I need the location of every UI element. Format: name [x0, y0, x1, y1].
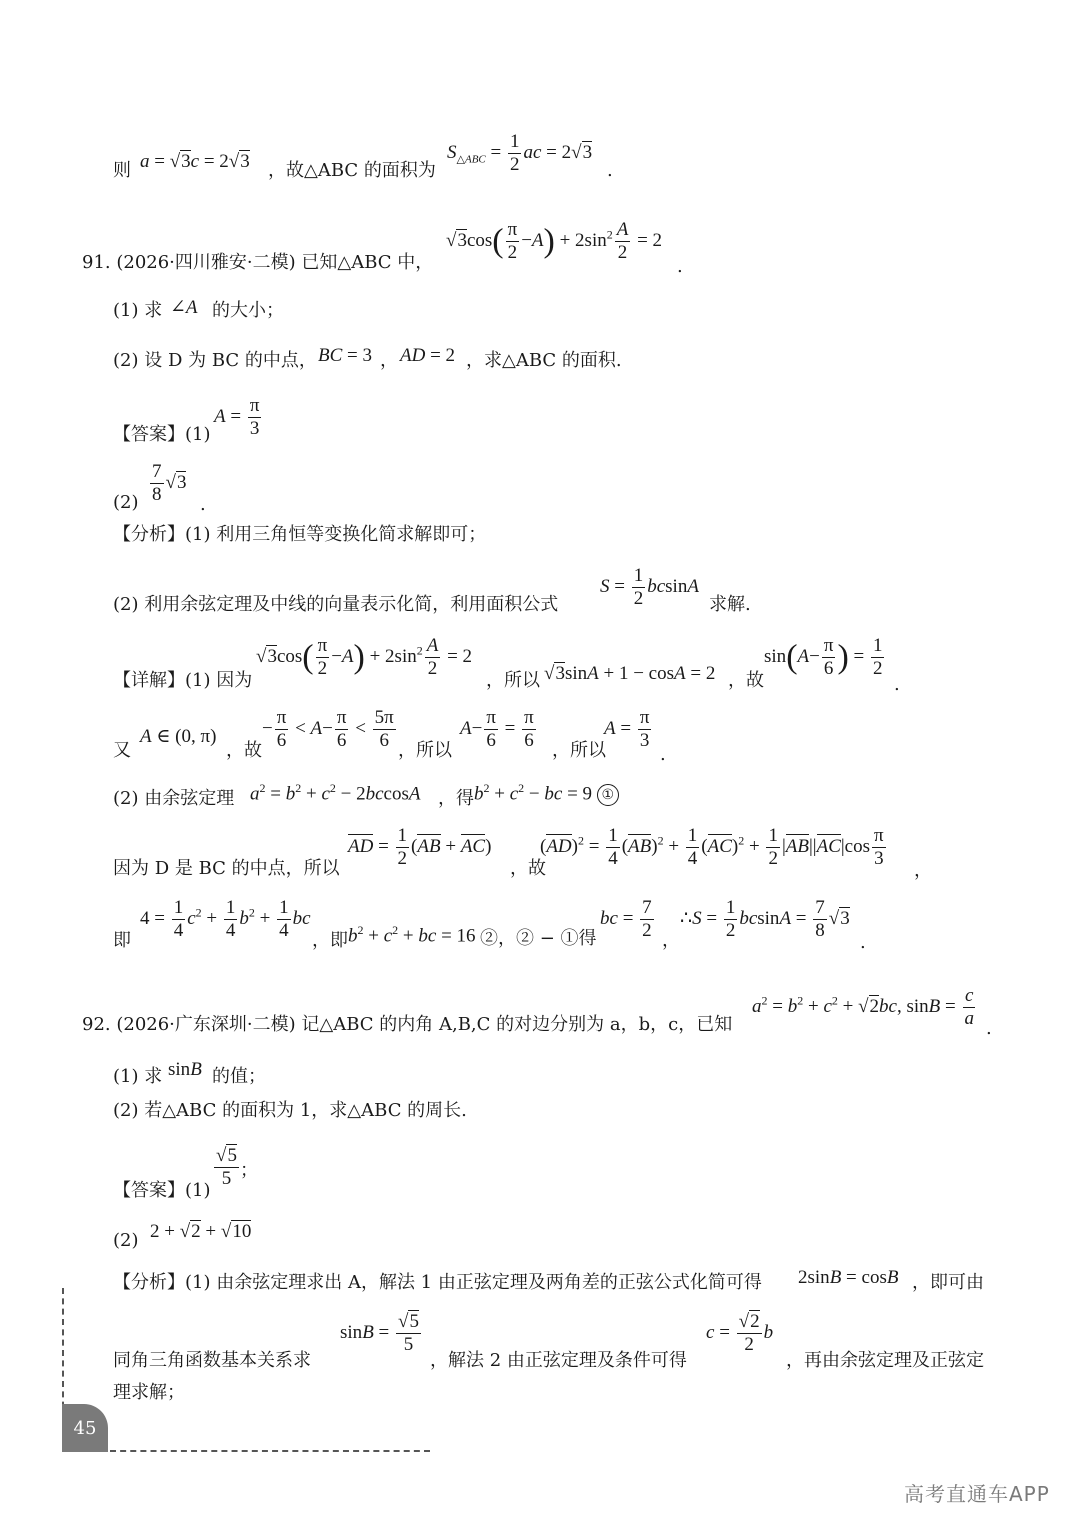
text-line: ， [914, 860, 932, 881]
text-line: ，解法 2 由正弦定理及条件可得 [430, 1350, 687, 1371]
text-line: (2) [113, 492, 139, 513]
formula: $a^2 = b^2 + c^2 - 2bccosA$ [250, 781, 421, 805]
page-border-dashed [110, 1450, 430, 1452]
text-line: ，故 [510, 858, 546, 879]
formula: A ∈ (0, π) [140, 726, 217, 747]
formula: − $\frac{\pi}{6}$ < A− $\frac{\pi}{6}$ < $\frac{5\pi}{6}$ [262, 707, 394, 751]
text-line: ，所以 [398, 740, 452, 761]
formula: bc = $\frac{7}{2}$ [600, 897, 652, 941]
watermark: 高考直通车APP [904, 1482, 1050, 1506]
text-line: ，所以 [552, 740, 606, 761]
text-line: ，得 [438, 788, 474, 809]
formula: sinB [168, 1059, 202, 1080]
text-line: 的大小； [212, 300, 284, 321]
text-line: (1) 求 [113, 1066, 163, 1087]
text-line: ，即 [312, 930, 348, 951]
text-line: ； [240, 1160, 258, 1181]
text-line: 即 [113, 930, 131, 951]
text-line: (1) 求 [113, 300, 163, 321]
text-line: 又 [113, 740, 131, 761]
text-line: ， [380, 350, 398, 371]
formula: 2 + √2 + √10 [150, 1221, 252, 1242]
analysis-label: 【分析】(1) 由余弦定理求出 A，解法 1 由正弦定理及两角差的正弦公式化简可得 [113, 1272, 762, 1293]
text-line: 同角三角函数基本关系求 [113, 1350, 311, 1371]
text-line: (2) 由余弦定理 [113, 788, 235, 809]
formula: $b^2 + c^2$ + bc = 16 [348, 923, 476, 947]
page-number: 45 [62, 1404, 108, 1452]
text-line: ，故△ABC 的面积为 [268, 160, 436, 181]
text-line: (2) [113, 1230, 139, 1251]
answer-label: 【答案】(1) [113, 424, 211, 445]
text-line: ，再由余弦定理及正弦定 [786, 1350, 984, 1371]
text-line: . [986, 1018, 992, 1039]
formula: √3cos( $\frac{\pi}{2}$ $-A) + 2\sin^2$ $\frac{A}{2}$ = 2 [256, 635, 473, 679]
text-line: ， [662, 930, 680, 951]
text-line: . [607, 160, 613, 181]
text-line: 理求解； [113, 1382, 185, 1403]
circled-marker: ① [597, 784, 619, 806]
formula: S = $\frac{1}{2}$ bcsinA [600, 565, 699, 609]
formula: ∴S = $\frac{1}{2}$ bcsinA = $\frac{7}{8}$ √3 [680, 897, 850, 941]
text-line: ，故 [728, 670, 764, 691]
text-line: ，求△ABC 的面积. [466, 350, 622, 371]
question-header: 91. (2026·四川雅安·二模) 已知△ABC 中， [82, 252, 434, 273]
formula: √3cos( $\frac{\pi}{2}$ $-A) + 2\sin^2$ $\frac{A}{2}$ = 2 [446, 219, 663, 263]
formula: a = √3c = 2√3 [140, 151, 250, 172]
formula: 4 = $\frac{1}{4}$ $c^2$ + $\frac{1}{4}$ $b^2$ + $\frac{1}{4}$ bc [140, 897, 311, 941]
text-line: ②，② − ①得 [480, 928, 597, 949]
formula: sin(A− $\frac{\pi}{6}$ ) = $\frac{1}{2}$ [764, 635, 883, 679]
text-line: 则 [113, 160, 131, 181]
formula: $a^2 = b^2 + c^2 + √2bc$, sinB = $\frac{c}{a}$ [752, 985, 974, 1029]
formula: BC = 3 [318, 345, 372, 366]
formula: $S_{\triangle ABC}$ = $\frac{1}{2}$ ac = 2√3 [447, 131, 593, 175]
formula: 2sinB = cosB [798, 1267, 899, 1288]
page-border-dashed [62, 1288, 64, 1418]
formula: AD = 2 [400, 345, 456, 366]
formula: A = $\frac{\pi}{3}$ [604, 707, 650, 751]
text-line: . [860, 932, 866, 953]
text-line: ，故 [226, 740, 262, 761]
text-line: (2) 若△ABC 的面积为 1，求△ABC 的周长. [113, 1100, 467, 1121]
formula: A = $\frac{\pi}{3}$ [214, 395, 260, 439]
formula: $\frac{7}{8}$ √3 [152, 461, 187, 505]
text-line: . [660, 744, 666, 765]
formula: c = $\frac{√2}{2}$ b [706, 1311, 774, 1355]
text-line: . [200, 494, 206, 515]
formula: AD = $\frac{1}{2}$ (AB + AC) [348, 825, 492, 869]
answer-label: 【答案】(1) [113, 1180, 211, 1201]
formula: A− $\frac{\pi}{6}$ = $\frac{\pi}{6}$ [460, 707, 534, 751]
formula: sinB = $\frac{√5}{5}$ [340, 1311, 419, 1355]
text-line: . [677, 256, 683, 277]
question-header: 92. (2026·广东深圳·二模) 记△ABC 的内角 A,B,C 的对边分别为 a，b，c，已知 [82, 1014, 733, 1035]
text-line: 的值； [212, 1066, 266, 1087]
text-line: . [894, 674, 900, 695]
text-line: 因为 D 是 BC 的中点，所以 [113, 858, 340, 879]
formula: √3sinA + 1 − cosA = 2 [544, 663, 716, 684]
text-line: ，即可由 [912, 1272, 984, 1293]
formula: ∠A [170, 297, 198, 318]
formula: $b^2 + c^2$ − bc = 9 ① [474, 782, 619, 806]
detail-label: 【详解】(1) 因为 [113, 670, 253, 691]
text-line: 求解. [709, 594, 751, 615]
analysis-label: 【分析】(1) 利用三角恒等变换化简求解即可； [113, 524, 487, 545]
text-line: (2) 设 D 为 BC 的中点， [113, 350, 317, 371]
text-line: (2) 利用余弦定理及中线的向量表示化简，利用面积公式 [113, 594, 559, 615]
formula: $\frac{√5}{5}$ [216, 1145, 237, 1189]
text-line: ，所以 [486, 670, 540, 691]
formula: (AD)$^2$ = $\frac{1}{4}$ (AB)$^2$ + $\frac{1}{4}$ (AC)$^2$ + $\frac{1}{2}$ |AB||AC|cos $\frac{\pi}{3}$ [540, 825, 884, 869]
